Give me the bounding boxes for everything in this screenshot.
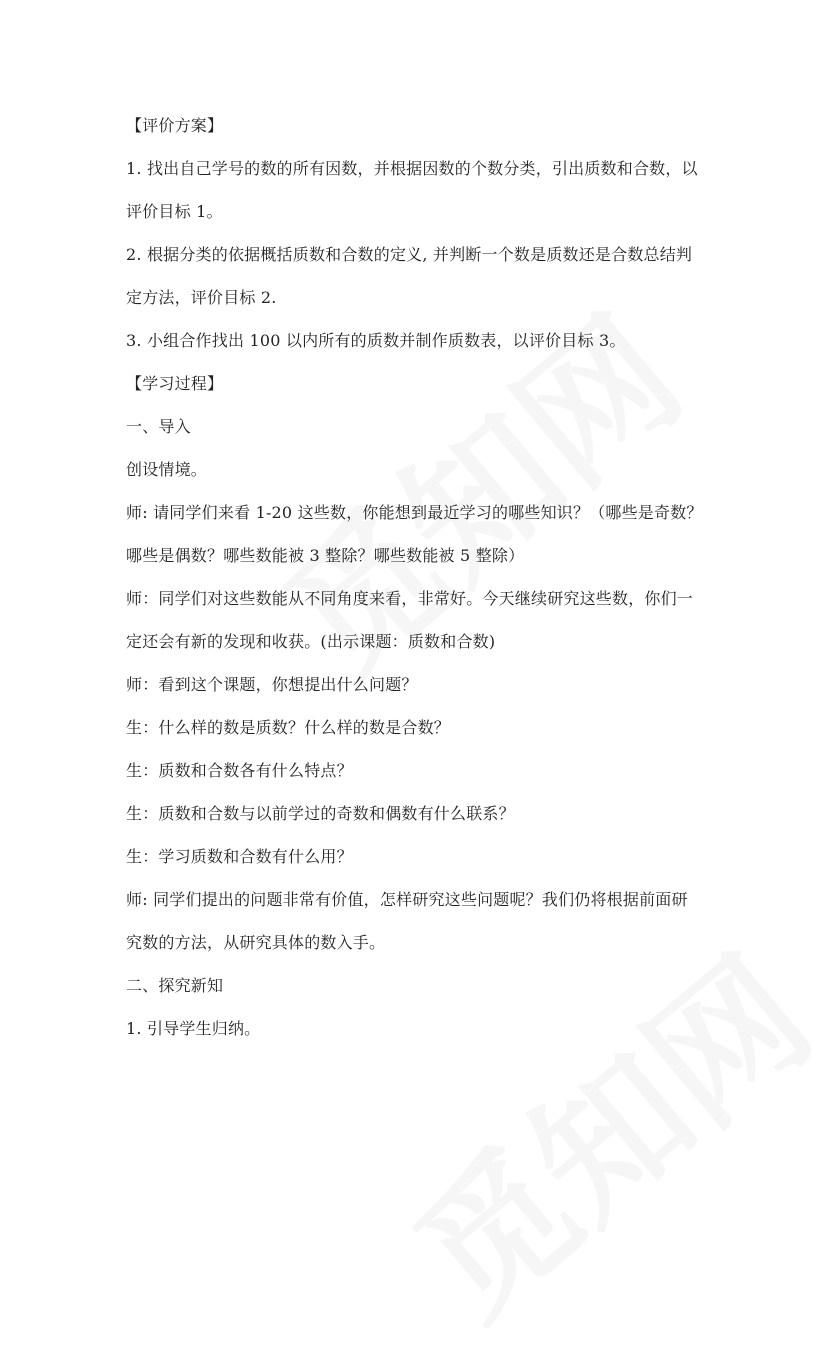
section-heading-evaluation: 【评价方案】: [126, 116, 224, 135]
paragraph-line: 评价目标 1。: [126, 202, 223, 221]
paragraph-line: 哪些是偶数？哪些数能被 3 整除？哪些数能被 5 整除）: [126, 546, 525, 565]
paragraph-line: 定方法，评价目标 2.: [126, 288, 277, 307]
paragraph-line: 定还会有新的发现和收获。(出示课题：质数和合数): [126, 632, 496, 651]
paragraph-line: 1. 找出自己学号的数的所有因数，并根据因数的个数分类，引出质数和合数，以: [126, 159, 698, 178]
watermark: [363, 901, 830, 1355]
subsection-heading-explore: 二、探究新知: [126, 976, 224, 995]
paragraph-line: 2. 根据分类的依据概括质数和合数的定义, 并判断一个数是质数还是合数总结判: [126, 245, 693, 264]
paragraph-line: 师：看到这个课题，你想提出什么问题？: [126, 675, 418, 694]
paragraph-line: 生：什么样的数是质数？什么样的数是合数？: [126, 718, 451, 737]
paragraph-line: 师: 同学们提出的问题非常有价值，怎样研究这些问题呢？我们仍将根据前面研: [126, 890, 688, 909]
paragraph-line: 师：同学们对这些数能从不同角度来看，非常好。今天继续研究这些数，你们一: [126, 589, 694, 608]
paragraph-line: 3. 小组合作找出 100 以内所有的质数并制作质数表，以评价目标 3。: [126, 331, 626, 350]
paragraph-line: 究数的方法，从研究具体的数入手。: [126, 933, 386, 952]
paragraph-line: 创设情境。: [126, 460, 208, 479]
paragraph-line: 生：学习质数和合数有什么用？: [126, 847, 353, 866]
paragraph-line: 生：质数和合数与以前学过的奇数和偶数有什么联系？: [126, 804, 515, 823]
paragraph-line: 师: 请同学们来看 1-20 这些数，你能想到最近学习的哪些知识？（哪些是奇数？: [126, 503, 703, 522]
paragraph-line: 1. 引导学生归纳。: [126, 1019, 261, 1038]
subsection-heading-intro: 一、导入: [126, 417, 191, 436]
section-heading-learning-process: 【学习过程】: [126, 374, 224, 393]
paragraph-line: 生：质数和合数各有什么特点？: [126, 761, 353, 780]
